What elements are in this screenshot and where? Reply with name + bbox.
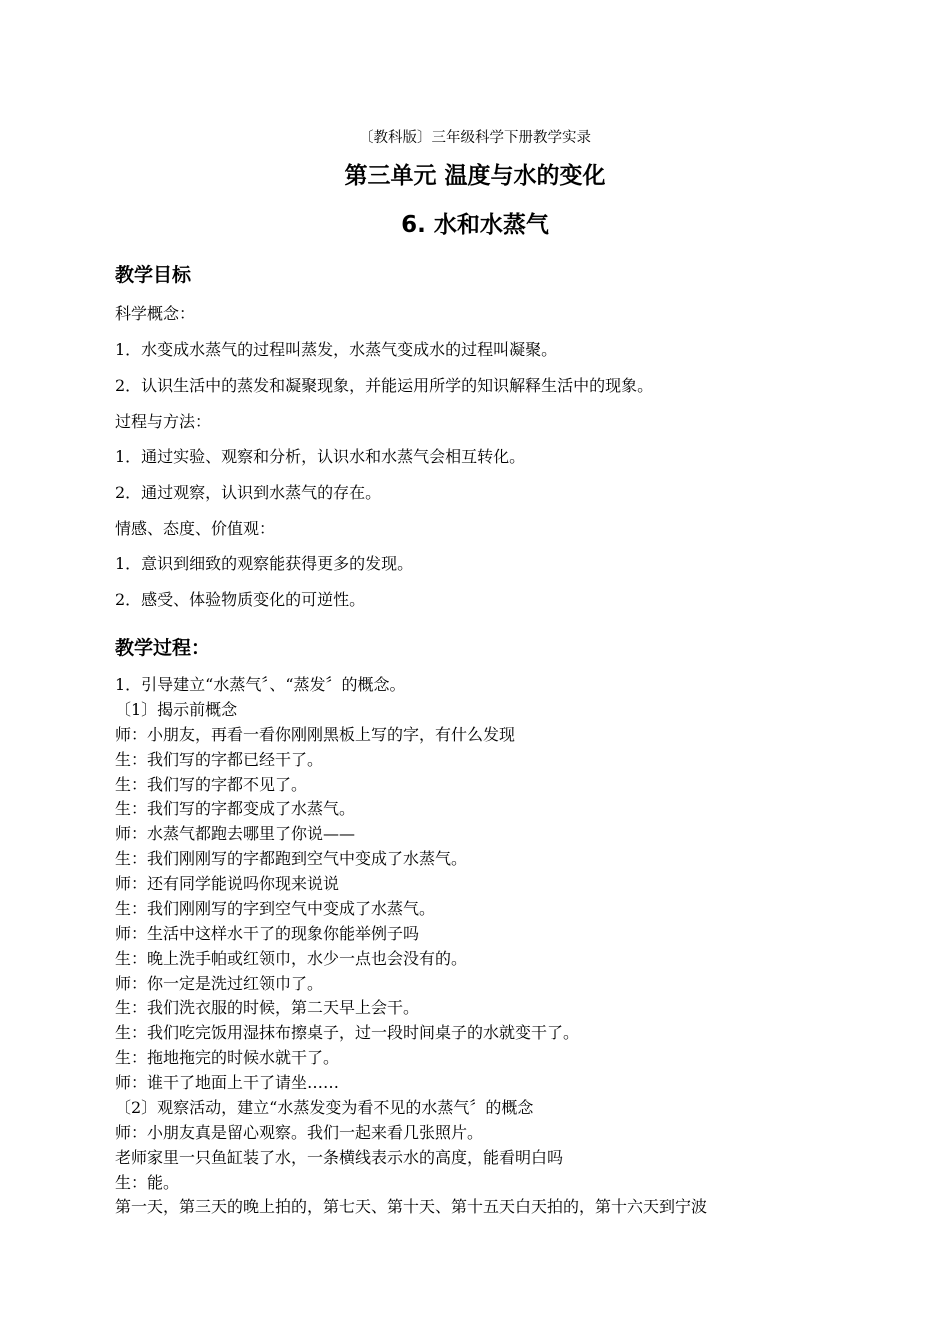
process-line: 1．引导建立“水蒸气〞、“蒸发〞的概念。 [115,675,406,694]
process-line: 师：你一定是洗过红领巾了。 [115,974,324,993]
process-line: 生：我们吃完饭用湿抹布擦桌子，过一段时间桌子的水就变干了。 [115,1023,580,1042]
objective-line: 1．通过实验、观察和分析，认识水和水蒸气会相互转化。 [115,447,526,466]
objective-line: 过程与方法： [115,412,212,431]
process-line: 师：还有同学能说吗你现来说说 [115,874,340,893]
process-line: 〔2〕观察活动，建立“水蒸发变为看不见的水蒸气〞的概念 [115,1098,534,1117]
process-line: 生：我们洗衣服的时候，第二天早上会干。 [115,998,420,1017]
process-line: 生：我们写的字都变成了水蒸气。 [115,799,356,818]
objective-line: 情感、态度、价值观： [115,519,276,538]
process-line: 〔1〕揭示前概念 [115,700,238,719]
objective-line: 科学概念： [115,304,196,323]
process-line: 第一天，第三天的晚上拍的，第七天、第十天、第十五天白天拍的，第十六天到宁波 [115,1197,708,1216]
process-line: 生：我们写的字都已经干了。 [115,750,324,769]
process-line: 师：小朋友真是留心观察。我们一起来看几张照片。 [115,1123,484,1142]
document-subtitle: 〔教科版〕三年级科学下册教学实录 [359,130,591,146]
objective-line: 1．意识到细致的观察能获得更多的发现。 [115,554,414,573]
objectives-heading: 教学目标 [115,264,192,286]
process-line: 师：生活中这样水干了的现象你能举例子吗 [115,924,420,943]
objective-line: 2．通过观察，认识到水蒸气的存在。 [115,483,382,502]
process-line: 生：能。 [115,1173,180,1192]
process-line: 生：晚上洗手帕或红领巾，水少一点也会没有的。 [115,949,468,968]
process-line: 师：水蒸气都跑去哪里了你说—— [115,824,356,843]
process-line: 老师家里一只鱼缸装了水，一条横线表示水的高度，能看明白吗 [115,1148,564,1167]
process-line: 生：拖地拖完的时候水就干了。 [115,1048,340,1067]
process-line: 生：我们刚刚写的字到空气中变成了水蒸气。 [115,899,436,918]
unit-title: 第三单元 温度与水的变化 [344,163,606,189]
process-line: 师：小朋友，再看一看你刚刚黑板上写的字，有什么发现 [115,725,516,744]
objective-line: 2．感受、体验物质变化的可逆性。 [115,590,366,609]
process-line: 生：我们刚刚写的字都跑到空气中变成了水蒸气。 [115,849,468,868]
process-line: 师：谁干了地面上干了请坐…… [115,1073,340,1092]
process-heading: 教学过程： [115,637,211,659]
process-line: 生：我们写的字都不见了。 [115,775,308,794]
lesson-title: 6. 水和水蒸气 [401,212,549,238]
objective-line: 2．认识生活中的蒸发和凝聚现象，并能运用所学的知识解释生活中的现象。 [115,376,654,395]
objective-line: 1．水变成水蒸气的过程叫蒸发，水蒸气变成水的过程叫凝聚。 [115,340,558,359]
